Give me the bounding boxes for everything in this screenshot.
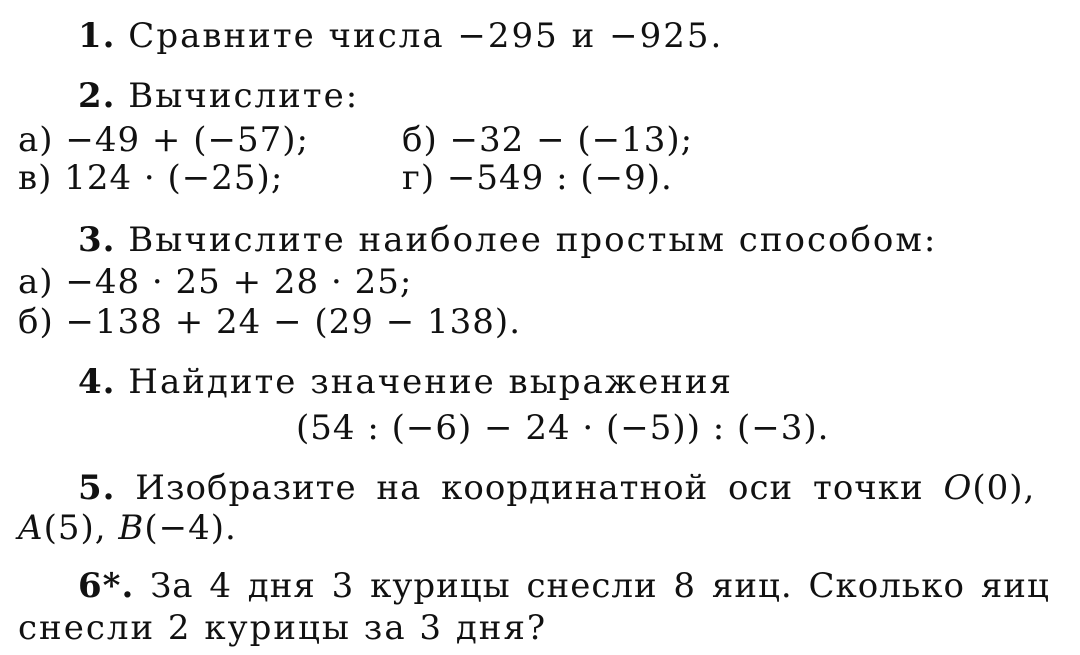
task-5-number: 5. [78, 468, 116, 508]
task-2-item-g-expr: −549 : (−9). [435, 158, 673, 198]
task-3-item-a [18, 262, 412, 302]
task-2-item-a [18, 120, 309, 160]
task-2-item-g [402, 158, 673, 198]
task-5-point-b-value: (−4). [144, 508, 237, 548]
task-6-line-1: За 4 дня 3 курицы снесли 8 яиц. Сколько яиц [134, 566, 1050, 606]
task-3-item-b-label: б) [18, 302, 54, 342]
task-1 [78, 16, 723, 56]
task-2 [78, 76, 359, 116]
task-2-text: Вычислите: [115, 76, 360, 116]
task-6-number: 6*. [78, 566, 135, 606]
task-2-item-a-label: а) [18, 120, 54, 160]
task-5-point-o: O [943, 468, 973, 508]
task-4-number: 4. [78, 362, 116, 402]
task-2-item-b-expr: −32 − (−13); [437, 120, 694, 160]
task-5-point-a-value: (5), [43, 508, 119, 548]
task-3-item-a-expr: −48 · 25 + 28 · 25; [53, 262, 413, 302]
task-2-item-v-expr: 124 · (−25); [52, 158, 284, 198]
task-2-number: 2. [78, 76, 116, 116]
task-6-continuation [18, 608, 547, 648]
task-2-item-g-label: г) [402, 158, 436, 198]
task-5-point-a: A [18, 508, 44, 548]
task-2-item-b [402, 120, 693, 160]
task-3-number: 3. [78, 220, 116, 260]
task-6 [78, 566, 1050, 606]
task-1-number: 1. [78, 16, 116, 56]
task-3 [78, 220, 937, 260]
task-3-item-a-label: а) [18, 262, 54, 302]
task-6-line-2: снесли 2 курицы за 3 дня? [18, 608, 548, 648]
task-3-item-b [18, 302, 521, 342]
task-4-text: Найдите значение выражения [115, 362, 733, 402]
task-5 [78, 468, 1035, 508]
task-2-item-b-label: б) [402, 120, 438, 160]
task-3-text: Вычислите наиболее простым способом: [115, 220, 938, 260]
task-5-text: Изобразите на координатной оси точки [115, 468, 944, 508]
task-4 [78, 362, 733, 402]
task-2-item-v [18, 158, 283, 198]
task-4-expr: (54 : (−6) − 24 · (−5)) : (−3). [296, 408, 830, 448]
task-1-text: Сравните числа −295 и −925. [115, 16, 724, 56]
task-3-item-b-expr: −138 + 24 − (29 − 138). [53, 302, 521, 342]
task-2-item-v-label: в) [18, 158, 53, 198]
task-4-expression [296, 408, 829, 448]
task-5-continuation [18, 508, 237, 548]
task-5-point-o-value: (0), [972, 468, 1036, 508]
task-5-point-b: B [118, 508, 145, 548]
task-2-item-a-expr: −49 + (−57); [53, 120, 309, 160]
